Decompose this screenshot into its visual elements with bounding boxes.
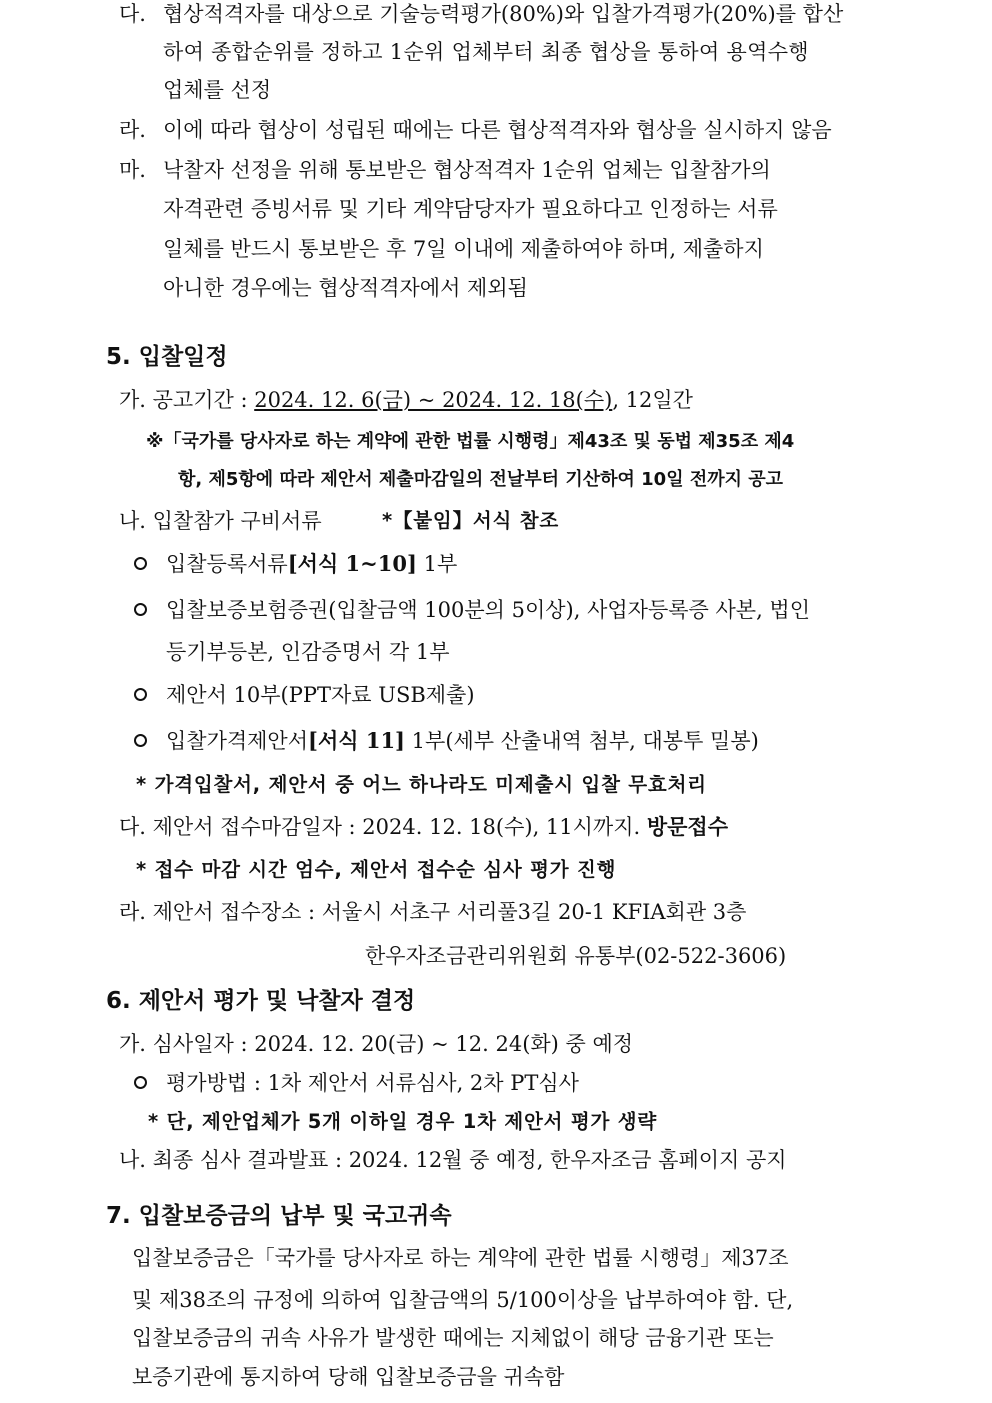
bullet-circle-icon: [134, 1076, 147, 1089]
paragraph-line: 아니한 경우에는 협상적격자에서 제외됨: [163, 276, 528, 300]
item-marker: 마.: [119, 158, 146, 182]
label: 나. 입찰참가 구비서류: [119, 509, 322, 533]
doc-count: 1부(세부 산출내역 첨부, 대봉투 밀봉): [405, 729, 759, 753]
form-ref: [서식 11]: [308, 728, 405, 753]
deadline-line: [119, 813, 728, 841]
section-heading: 6. 제안서 평가 및 낙찰자 결정: [106, 988, 416, 1014]
required-docs-title: [119, 507, 322, 535]
paragraph-line: 입찰보증금의 귀속 사유가 발생한 때에는 지체없이 해당 금융기관 또는: [132, 1326, 774, 1350]
paragraph-line: 업체를 선정: [163, 78, 272, 102]
schedule-period: [119, 386, 693, 414]
item-marker: 다.: [119, 2, 146, 26]
legal-note: ※「국가를 당사자로 하는 계약에 관한 법률 시행령」제43조 및 동법 제35조 제4: [146, 431, 795, 452]
warning-note: * 가격입찰서, 제안서 중 어느 하나라도 미제출시 입찰 무효처리: [136, 773, 707, 796]
section-heading: 7. 입찰보증금의 납부 및 국고귀속: [106, 1203, 452, 1229]
location-line: 라. 제안서 접수장소 : 서울시 서초구 서리풀3길 20-1 KFIA회관 3층: [119, 900, 747, 924]
paragraph-line: 이에 따라 협상이 성립된 때에는 다른 협상적격자와 협상을 실시하지 않음: [163, 118, 832, 142]
legal-note: 항, 제5항에 따라 제안서 제출마감일의 전날부터 기산하여 10일 전까지 공고: [178, 469, 784, 490]
doc-text: 입찰등록서류: [166, 552, 288, 576]
review-method: 평가방법 : 1차 제안서 서류심사, 2차 PT심사: [166, 1071, 579, 1095]
paragraph-line: 보증기관에 통지하여 당해 입찰보증금을 귀속함: [132, 1365, 565, 1389]
result-announcement: 나. 최종 심사 결과발표 : 2024. 12월 중 예정, 한우자조금 홈페이지 공지: [119, 1148, 787, 1172]
paragraph-line: 및 제38조의 규정에 의하여 입찰금액의 5/100이상을 납부하여야 함. 단,: [132, 1288, 794, 1312]
period-dates: 2024. 12. 6(금) ~ 2024. 12. 18(수): [254, 388, 613, 412]
visit-submission: 방문접수: [646, 814, 729, 839]
warning-note: * 단, 제안업체가 5개 이하일 경우 1차 제안서 평가 생략: [148, 1110, 657, 1133]
bullet-circle-icon: [134, 688, 147, 701]
doc-count: 1부: [416, 552, 458, 576]
review-date: 가. 심사일자 : 2024. 12. 20(금) ~ 12. 24(화) 중 예정: [119, 1032, 634, 1056]
item-marker: 라.: [119, 118, 146, 142]
warning-note: * 접수 마감 시간 엄수, 제안서 접수순 심사 평가 진행: [136, 858, 617, 881]
deadline-text: 다. 제안서 접수마감일자 : 2024. 12. 18(수), 11시까지.: [119, 815, 647, 839]
doc-item: [166, 727, 759, 755]
paragraph-line: 하여 종합순위를 정하고 1순위 업체부터 최종 협상을 통하여 용역수행: [163, 40, 809, 64]
section-heading: 5. 입찰일정: [106, 344, 228, 370]
paragraph-line: 일체를 반드시 통보받은 후 7일 이내에 제출하여야 하며, 제출하지: [163, 237, 764, 261]
paragraph-line: 낙찰자 선정을 위해 통보받은 협상적격자 1순위 업체는 입찰참가의: [163, 158, 771, 182]
doc-text: 입찰가격제안서: [166, 729, 309, 753]
label: 가. 공고기간 :: [119, 388, 255, 412]
paragraph-line: 입찰보증금은「국가를 당사자로 하는 계약에 관한 법률 시행령」제37조: [132, 1246, 789, 1270]
line-text: 협상적격자를 대상으로 기술능력평가(80%)와 입찰가격평가(20%)를 합산: [163, 2, 844, 26]
doc-item: [166, 550, 457, 578]
doc-item: 입찰보증보험증권(입찰금액 100분의 5이상), 사업자등록증 사본, 법인: [166, 598, 810, 622]
form-ref: [서식 1~10]: [287, 551, 417, 576]
attachment-reference: *【붙임】서식 참조: [382, 509, 560, 532]
bullet-circle-icon: [134, 603, 147, 616]
doc-item: 제안서 10부(PPT자료 USB제출): [166, 683, 475, 707]
bullet-circle-icon: [134, 557, 147, 570]
doc-item-cont: 등기부등본, 인감증명서 각 1부: [166, 640, 450, 664]
paragraph-line: [163, 0, 896, 28]
location-line-cont: 한우자조금관리위원회 유통부(02-522-3606): [365, 944, 787, 968]
period-days: , 12일간: [612, 388, 693, 412]
paragraph-line: 자격관련 증빙서류 및 기타 계약담당자가 필요하다고 인정하는 서류: [163, 197, 778, 221]
bullet-circle-icon: [134, 734, 147, 747]
